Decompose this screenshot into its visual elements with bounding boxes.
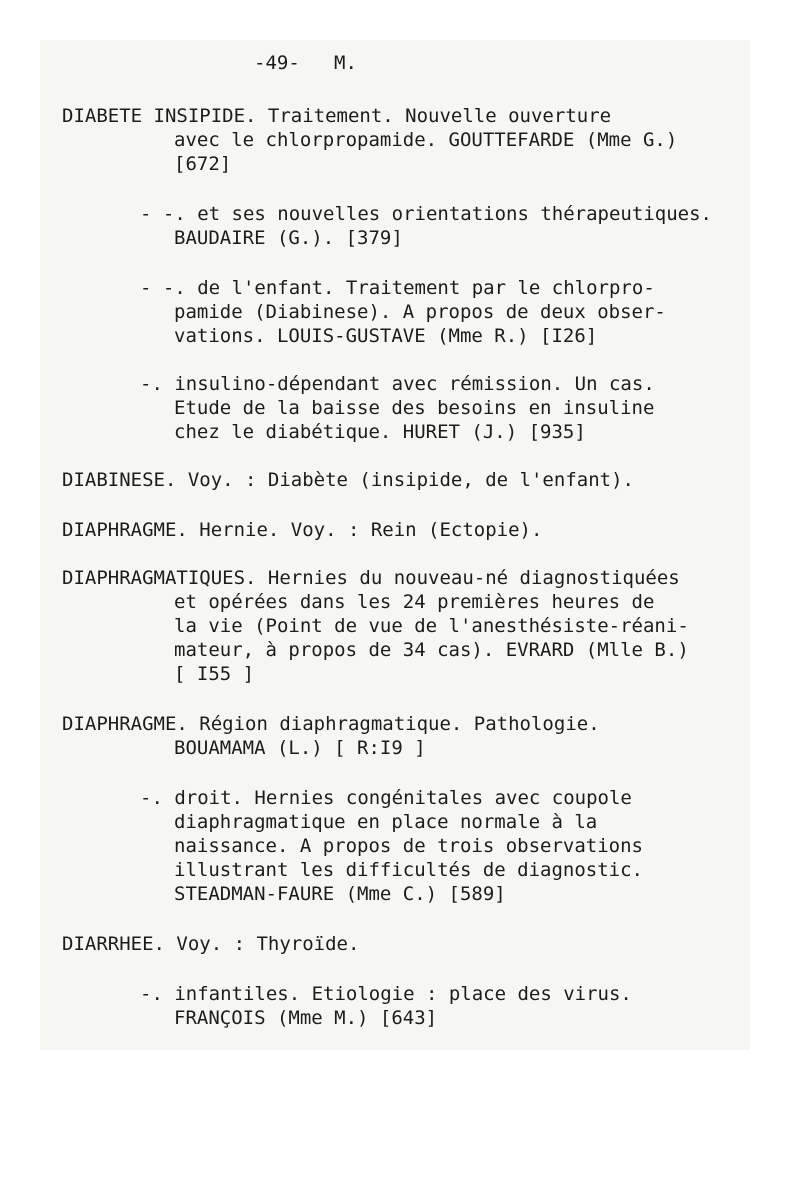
entry-infantiles-line-2: FRANÇOIS (Mme M.) [643] [174, 1007, 438, 1029]
entry-diaphragme-region-line-2: BOUAMAMA (L.) [ R:I9 ] [174, 737, 426, 759]
section-letter: M. [334, 52, 357, 74]
entry-insulino-line-1: -. insulino-dépendant avec rémission. Un cas. [140, 373, 655, 395]
entry-diaphragmatiques-ref: [ I55 ] [174, 663, 255, 685]
entry-diarrhee: DIARRHEE. Voy. : Thyroïde. [62, 933, 360, 955]
entry-diaphragmatiques-line-2: et opérées dans les 24 premières heures de [174, 591, 655, 613]
entry-orientations-line-2: BAUDAIRE (G.). [379] [174, 227, 403, 249]
entry-droit-line-5: STEADMAN-FAURE (Mme C.) [589] [174, 883, 506, 905]
entry-enfant-line-3: vations. LOUIS-GUSTAVE (Mme R.) [I26] [174, 325, 598, 347]
entry-droit-line-3: naissance. A propos de trois observations [174, 835, 643, 857]
entry-insulino-line-3: chez le diabétique. HURET (J.) [935] [174, 421, 586, 443]
entry-diaphragmatiques-line-1: DIAPHRAGMATIQUES. Hernies du nouveau-né diagnostiquées [62, 567, 680, 589]
entry-droit-line-2: diaphragmatique en place normale à la [174, 811, 598, 833]
entry-enfant-line-1: - -. de l'enfant. Traitement par le chlorpro- [140, 277, 655, 299]
entry-diaphragmatiques-line-4: mateur, à propos de 34 cas). EVRARD (Mlle B.) [174, 639, 689, 661]
entry-droit-line-1: -. droit. Hernies congénitales avec coupole [140, 787, 632, 809]
entry-diabete-insipide-ref: [672] [174, 153, 232, 175]
entry-insulino-line-2: Etude de la baisse des besoins en insuline [174, 397, 655, 419]
entry-diaphragme-hernie: DIAPHRAGME. Hernie. Voy. : Rein (Ectopie). [62, 519, 543, 541]
page-number: -49- [254, 52, 300, 74]
entry-orientations-line-1: - -. et ses nouvelles orientations thérapeutiques. [140, 203, 712, 225]
entry-diaphragmatiques-line-3: la vie (Point de vue de l'anesthésiste-réani- [174, 615, 689, 637]
entry-diabete-insipide-line-1: DIABETE INSIPIDE. Traitement. Nouvelle ouverture [62, 105, 612, 127]
entry-diabinese: DIABINESE. Voy. : Diabète (insipide, de l'enfant). [62, 469, 634, 491]
entry-infantiles-line-1: -. infantiles. Etiologie : place des virus. [140, 983, 632, 1005]
entry-diaphragme-region-line-1: DIAPHRAGME. Région diaphragmatique. Pathologie. [62, 713, 600, 735]
entry-enfant-line-2: pamide (Diabinese). A propos de deux obser- [174, 301, 666, 323]
entry-diabete-insipide-line-2: avec le chlorpropamide. GOUTTEFARDE (Mme G.) [174, 129, 678, 151]
entry-droit-line-4: illustrant les difficultés de diagnostic. [174, 859, 643, 881]
